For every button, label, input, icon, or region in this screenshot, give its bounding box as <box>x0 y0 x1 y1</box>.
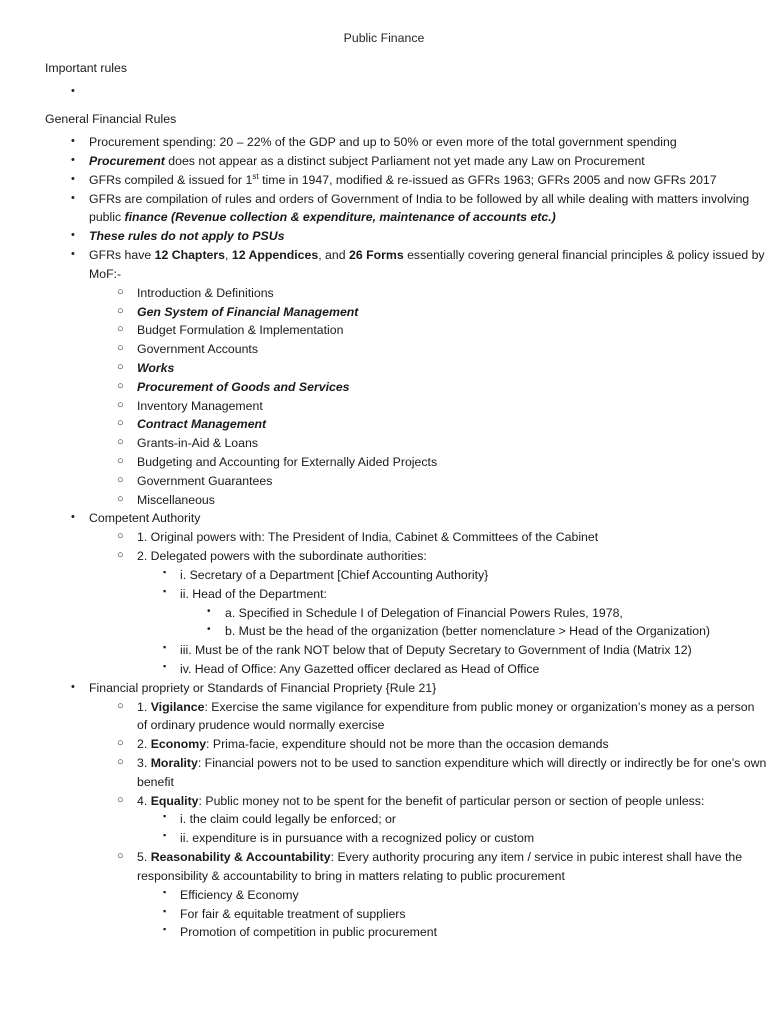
gfr-compiled-part-b: time in 1947, modified & re-issued as GFRs 1963; GFRs 2005 and now GFRs 2017 <box>258 172 717 187</box>
bullet-square-icon: ▪ <box>163 642 167 653</box>
list-item-label: Financial propriety or Standards of Financial Propriety {Rule 21} <box>89 680 437 695</box>
bullet-square-icon: ▪ <box>163 905 167 916</box>
list-item-label-rest: does not appear as a distinct subject Parliament not yet made any Law on Procurement <box>164 154 645 168</box>
bullet-round-icon: • <box>71 191 75 204</box>
list-item-label: 2. Delegated powers with the subordinate authorities: <box>137 549 427 564</box>
bullet-circle-icon: ○ <box>117 455 124 467</box>
list-item-label <box>137 792 768 811</box>
section-heading-general-financial-rules: General Financial Rules <box>45 111 177 126</box>
list-item-label: Procurement spending: 20 – 22% of the GDP and up to 50% or even more of the total government spending <box>89 135 677 150</box>
equality-sublist <box>0 810 768 848</box>
item-number: 1. <box>137 699 151 714</box>
bullet-round-icon: • <box>71 680 75 693</box>
gfr-scope-plain: GFRs are compilation of rules and orders of Government of India to be followed by all while dealing with matters involving public <box>89 191 750 225</box>
chapter-label: Inventory Management <box>137 398 263 413</box>
bullet-circle-icon: ○ <box>117 699 124 712</box>
item-body: : Public money not to be spent for the benefit of particular person or section of people unless: <box>198 793 705 808</box>
gfr-structure-part-2: , <box>225 248 232 263</box>
item-number: 5. <box>137 850 151 865</box>
list-item-equality <box>117 792 768 848</box>
list-item-label <box>89 152 768 171</box>
bullet-circle-icon: ○ <box>117 360 124 373</box>
list-item-label: i. Secretary of a Department [Chief Accounting Authority} <box>180 567 489 582</box>
bullet-square-icon: ▪ <box>163 924 167 935</box>
gfr-chapters-list <box>0 284 768 510</box>
list-item-gfr-compiled-history <box>71 171 768 190</box>
list-item-label: i. the claim could legally be enforced; or <box>180 812 396 827</box>
list-item-vigilance <box>117 698 768 736</box>
bullet-circle-icon: ○ <box>117 473 124 486</box>
list-item-schedule-i <box>207 604 768 623</box>
chapter-label: Budget Formulation & Implementation <box>137 323 344 338</box>
list-item-chapter <box>117 359 768 378</box>
item-number: 3. <box>137 756 151 770</box>
list-item-label: iii. Must be of the rank NOT below that of Deputy Secretary to Government of India (Matrix 12) <box>180 643 692 658</box>
list-item-label <box>137 754 768 792</box>
gfr-structure-part-4: essentially covering general financial principles & policy issued by MoF:- <box>89 248 765 281</box>
bullet-round-icon: • <box>71 154 75 166</box>
list-item-gfr-compilation-scope <box>71 190 768 228</box>
bullet-circle-icon: ○ <box>117 756 124 768</box>
list-item-label: For fair & equitable treatment of suppliers <box>180 906 406 921</box>
bullet-square-icon: ▪ <box>163 811 167 822</box>
list-item-head-of-organization <box>207 622 768 641</box>
list-item-label <box>89 83 768 95</box>
bullet-round-icon: • <box>71 229 75 242</box>
list-item-recognized-policy <box>163 829 768 848</box>
emphasis-procurement: Procurement <box>89 154 165 168</box>
item-body: : Exercise the same vigilance for expenditure from public money or organization’s money as a person of ordinary prudence would normally exercise <box>137 699 755 733</box>
list-item-chapter <box>117 453 768 472</box>
item-term: Vigilance <box>150 699 205 714</box>
reasonability-sublist <box>0 886 768 942</box>
list-item-label: iv. Head of Office: Any Gazetted officer declared as Head of Office <box>180 661 540 676</box>
document-page <box>0 32 768 1026</box>
item-term: Reasonability & Accountability <box>150 850 331 865</box>
list-item-claim-enforced <box>163 810 768 829</box>
chapter-label: Works <box>137 360 175 375</box>
list-item-chapter <box>117 397 768 416</box>
list-item-not-apply-psus <box>71 227 768 246</box>
important-rules-list <box>0 83 768 95</box>
chapter-label: Government Guarantees <box>137 473 273 488</box>
list-item-label <box>137 698 768 736</box>
gfr-structure-forms: 26 Forms <box>348 248 404 263</box>
gfr-compiled-part-a: GFRs compiled & issued for 1 <box>89 172 253 187</box>
list-item-label <box>137 735 768 754</box>
list-item-label: These rules do not apply to PSUs <box>89 229 285 244</box>
list-item-chapter <box>117 415 768 434</box>
bullet-square-icon: ▪ <box>163 585 167 596</box>
section-heading-important-rules: Important rules <box>45 61 128 76</box>
list-item-fair-equitable-treatment <box>163 905 768 924</box>
chapter-label: Gen System of Financial Management <box>137 304 359 319</box>
list-item-chapter <box>117 472 768 491</box>
list-item-label: a. Specified in Schedule I of Delegation of Financial Powers Rules, 1978, <box>225 605 623 620</box>
bullet-round-icon: • <box>207 605 211 617</box>
bullet-circle-icon: ○ <box>117 793 124 806</box>
bullet-square-icon: ▪ <box>163 566 167 577</box>
chapter-label: Contract Management <box>137 417 267 432</box>
financial-propriety-list <box>0 698 768 943</box>
list-item-delegated-powers <box>117 547 768 679</box>
bullet-circle-icon: ○ <box>117 436 124 449</box>
bullet-round-icon: • <box>71 172 75 185</box>
bullet-circle-icon: ○ <box>117 417 124 430</box>
gfr-structure-part-1: GFRs have <box>89 248 155 263</box>
item-number: 2. <box>137 737 151 752</box>
item-number: 4. <box>137 793 151 808</box>
list-item-chapter <box>117 340 768 359</box>
list-item-label: ii. Head of the Department: <box>180 586 327 601</box>
bullet-circle-icon: ○ <box>117 492 124 505</box>
list-item-chapter <box>117 378 768 397</box>
bullet-square-icon: ▪ <box>163 660 167 671</box>
list-item-economy <box>117 735 768 754</box>
bullet-circle-icon: ○ <box>117 549 124 562</box>
list-item-head-of-office <box>163 660 768 679</box>
general-financial-rules-list <box>0 133 768 942</box>
list-item-label <box>89 171 768 190</box>
head-of-department-sublist <box>0 604 768 642</box>
chapter-label: Introduction & Definitions <box>137 285 274 300</box>
item-term: Economy <box>150 737 207 752</box>
delegated-powers-sublist <box>0 566 768 679</box>
competent-authority-list <box>0 528 768 679</box>
list-item-label: Competent Authority <box>89 511 201 526</box>
item-term: Equality <box>150 793 199 808</box>
bullet-round-icon: • <box>71 135 75 148</box>
page-title: Public Finance <box>343 31 425 45</box>
list-item-promotion-competition <box>163 923 768 942</box>
list-item-label <box>89 190 768 228</box>
list-item-empty <box>71 83 768 95</box>
list-item-chapter <box>117 434 768 453</box>
bullet-circle-icon: ○ <box>117 379 124 392</box>
list-item-competent-authority <box>71 509 768 678</box>
list-item-chapter <box>117 303 768 322</box>
list-item-label <box>137 848 768 886</box>
list-item-label <box>89 246 768 284</box>
list-item-chapter <box>117 284 768 303</box>
bullet-circle-icon: ○ <box>117 398 124 411</box>
gfr-scope-emphasis: finance (Revenue collection & expenditure, maintenance of accounts etc.) <box>124 210 556 225</box>
chapter-label: Government Accounts <box>137 342 258 357</box>
list-item-head-of-department <box>163 585 768 641</box>
list-item-original-powers <box>117 528 768 547</box>
item-term: Morality <box>150 756 198 770</box>
list-item-rank-requirement <box>163 641 768 660</box>
chapter-label: Budgeting and Accounting for Externally Aided Projects <box>137 455 438 469</box>
chapter-label: Grants-in-Aid & Loans <box>137 436 258 451</box>
bullet-circle-icon: ○ <box>117 530 124 543</box>
list-item-secretary-of-department <box>163 566 768 585</box>
list-item-chapter <box>117 321 768 340</box>
bullet-round-icon: • <box>71 84 75 97</box>
list-item-label: ii. expenditure is in pursuance with a recognized policy or custom <box>180 831 535 846</box>
bullet-circle-icon: ○ <box>117 304 124 317</box>
bullet-circle-icon: ○ <box>117 323 124 336</box>
bullet-round-icon: • <box>71 248 75 261</box>
list-item-label: Efficiency & Economy <box>180 887 299 902</box>
list-item-morality <box>117 754 768 792</box>
list-item-chapter <box>117 491 768 510</box>
bullet-square-icon: ▪ <box>163 886 167 897</box>
list-item-financial-propriety <box>71 679 768 942</box>
list-item-efficiency-economy <box>163 886 768 905</box>
list-item-reasonability-accountability <box>117 848 768 942</box>
bullet-circle-icon: ○ <box>117 737 124 750</box>
item-body: : Prima-facie, expenditure should not be more than the occasion demands <box>206 737 609 752</box>
list-item-procurement-spending <box>71 133 768 152</box>
ordinal-suffix: st <box>252 171 259 181</box>
list-item-label: 1. Original powers with: The President of India, Cabinet & Committees of the Cabinet <box>137 530 599 545</box>
list-item-procurement-distinct-subject <box>71 152 768 171</box>
list-item-gfr-structure <box>71 246 768 509</box>
item-body: : Financial powers not to be used to sanction expenditure which will directly or indirectly be for one’s own benefit <box>137 756 767 789</box>
gfr-structure-part-3: , and <box>318 248 349 263</box>
gfr-structure-chapters: 12 Chapters <box>154 248 226 263</box>
bullet-square-icon: ▪ <box>163 830 167 841</box>
gfr-structure-appendices: 12 Appendices <box>231 248 319 263</box>
list-item-label: b. Must be the head of the organization (better nomenclature > Head of the Organization) <box>225 624 711 639</box>
bullet-round-icon: • <box>71 511 75 524</box>
bullet-circle-icon: ○ <box>117 342 124 355</box>
list-item-label: Promotion of competition in public procurement <box>180 925 437 940</box>
bullet-round-icon: • <box>207 624 211 636</box>
chapter-label: Miscellaneous <box>137 492 215 507</box>
bullet-circle-icon: ○ <box>117 850 124 863</box>
chapter-label: Procurement of Goods and Services <box>137 379 350 394</box>
item-body: : Every authority procuring any item / service in pubic interest shall have the responsibility & accountability to bring in matters relating to public procurement <box>137 850 743 883</box>
bullet-circle-icon: ○ <box>117 285 124 298</box>
